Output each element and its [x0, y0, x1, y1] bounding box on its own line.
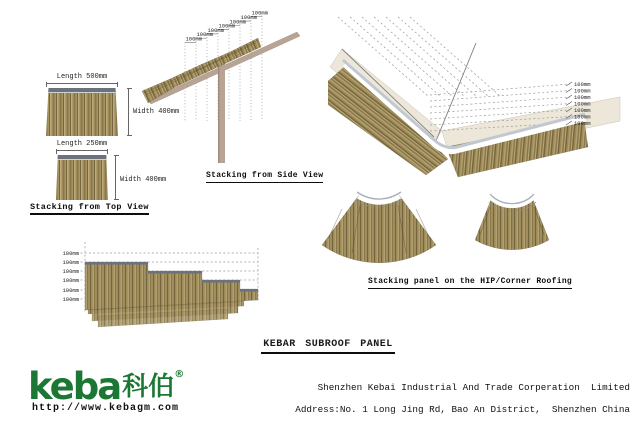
length-dimension-line [46, 83, 118, 84]
width-dimension-line [115, 155, 116, 200]
company-address: Address:No. 1 Long Jing Rd, Bao An District, Shenzhen China [295, 404, 630, 415]
stack-dim-labels [62, 250, 79, 303]
panel-small-length-label: Length 250mm [56, 140, 108, 148]
top-view-caption: Stacking from Top View [30, 202, 149, 215]
company-info [288, 377, 630, 421]
dim-tick [127, 135, 132, 136]
fan-panel-large [322, 192, 436, 263]
sheet-title-wrap [218, 333, 438, 354]
dim-label: 100mm [574, 87, 591, 95]
thatch-panel-large [46, 88, 118, 136]
thatch-panel-small [56, 155, 108, 200]
dim-label: 100mm [62, 250, 79, 257]
side-view-diagram [140, 3, 355, 168]
panel-large-length-label: Length 500mm [56, 73, 108, 81]
side-view-caption: Stacking from Side View [206, 171, 323, 183]
batten-strip [46, 88, 118, 93]
dim-label: 100mm [185, 35, 203, 43]
dim-label: 100mm [62, 296, 79, 303]
dim-label: 100mm [574, 81, 591, 88]
panel-small-width-label: Width 400mm [120, 176, 167, 184]
side-dim-labels [186, 10, 269, 43]
length-dimension-line [56, 150, 108, 151]
dim-label: 100mm [574, 113, 591, 121]
dim-tick [56, 149, 57, 154]
logo-chinese-text: 科伯 [122, 372, 175, 402]
corner-dim-labels [574, 81, 591, 127]
dim-tick [107, 149, 108, 154]
dim-tick [114, 199, 119, 200]
dim-tick [46, 82, 47, 87]
dim-label: 100mm [229, 18, 247, 26]
dim-label: 100mm [62, 287, 79, 294]
corner-roof-diagram [328, 15, 633, 185]
fan-panel-small [475, 194, 549, 250]
dim-label: 100mm [62, 277, 79, 284]
dim-label: 100mm [574, 100, 591, 108]
dim-label: 100mm [574, 94, 591, 101]
dim-tick [114, 155, 119, 156]
width-dimension-line [128, 88, 129, 136]
panel-large-width-label: Width 400mm [133, 108, 180, 116]
dim-label: 100mm [251, 9, 269, 17]
batten-strip [56, 155, 108, 160]
dim-label: 100mm [62, 268, 79, 275]
stacked-thatch [85, 262, 258, 327]
logo-latin-text: keba [28, 365, 121, 408]
dim-label: 100mm [196, 31, 214, 39]
sheet-title: KEBAR SUBROOF PANEL [261, 339, 395, 354]
dim-label: 100mm [62, 259, 79, 266]
support-post [218, 63, 225, 163]
corner-view-caption: Stacking panel on the HIP/Corner Roofing [368, 277, 572, 289]
company-name: Shenzhen Kebai Industrial And Trade Corperation Limited [317, 382, 630, 393]
dim-label: 100mm [574, 107, 591, 114]
dim-tick [127, 88, 132, 89]
dim-label: 100mm [574, 120, 591, 127]
stacked-layers-diagram [52, 242, 270, 334]
hip-fan-panels [322, 183, 562, 275]
dim-label: 100mm [218, 22, 236, 30]
registered-trademark-icon: ® [174, 369, 185, 380]
keba-logo [28, 366, 184, 407]
dim-label: 100mm [240, 14, 258, 21]
website-url: http://www.kebagm.com [32, 403, 180, 414]
dim-tick [117, 82, 118, 87]
dim-label: 100mm [207, 26, 225, 34]
